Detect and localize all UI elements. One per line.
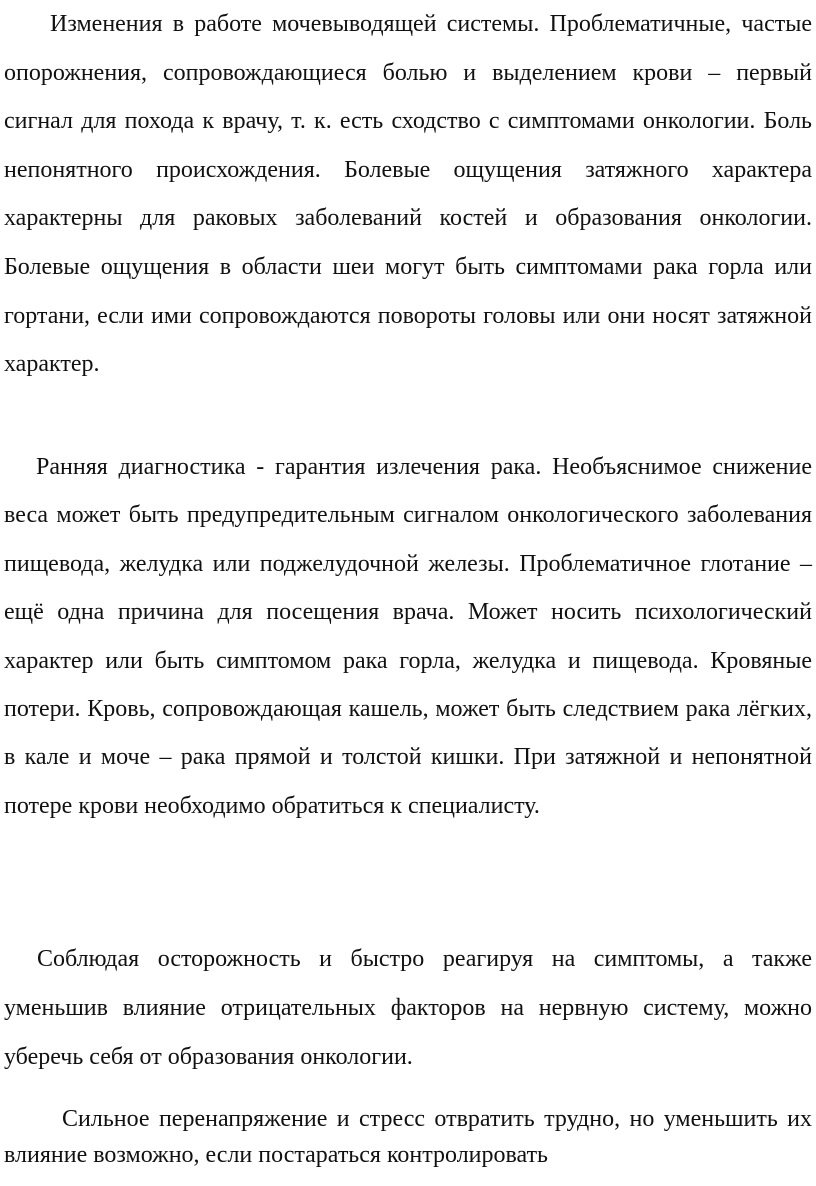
paragraph-urinary-symptoms: Изменения в работе мочевыводящей системы. Проблематичные, частые опорожнения, сопровождающиеся болью и выделением крови – первый сигнал для похода к врачу, т. к. есть сходство с симптомами онкологии. Боль непонятного происхождения. Болевые ощущения затяжного характера характерны для раковых заболеваний костей и образования онкологии. Болевые ощущения в области шеи могут быть симптомами рака горла или гортани, если ими сопровождаются повороты головы или они носят затяжной характер. xyxy=(4,11,812,378)
paragraph-stress: Сильное перенапряжение и стресс отвратить трудно, но уменьшить их влияние возможно, если постараться контролировать xyxy=(4,1106,812,1168)
paragraph-caution: Соблюдая осторожность и быстро реагируя на симптомы, а также уменьшив влияние отрицательных факторов на нервную систему, можно уберечь себя от образования онкологии. xyxy=(4,946,812,1070)
paragraph-early-diagnostics: Ранняя диагностика - гарантия излечения рака. Необъяснимое снижение веса может быть предупредительным сигналом онкологического заболевания пищевода, желудка или поджелудочной железы. Проблематичное глотание – ещё одна причина для посещения врача. Может носить психологический характер или быть симптомом рака горла, желудка и пищевода. Кровяные потери. Кровь, сопровождающая кашель, может быть следствием рака лёгких, в кале и моче – рака прямой и толстой кишки. При затяжной и непонятной потере крови необходимо обратиться к специалисту. xyxy=(4,454,812,819)
